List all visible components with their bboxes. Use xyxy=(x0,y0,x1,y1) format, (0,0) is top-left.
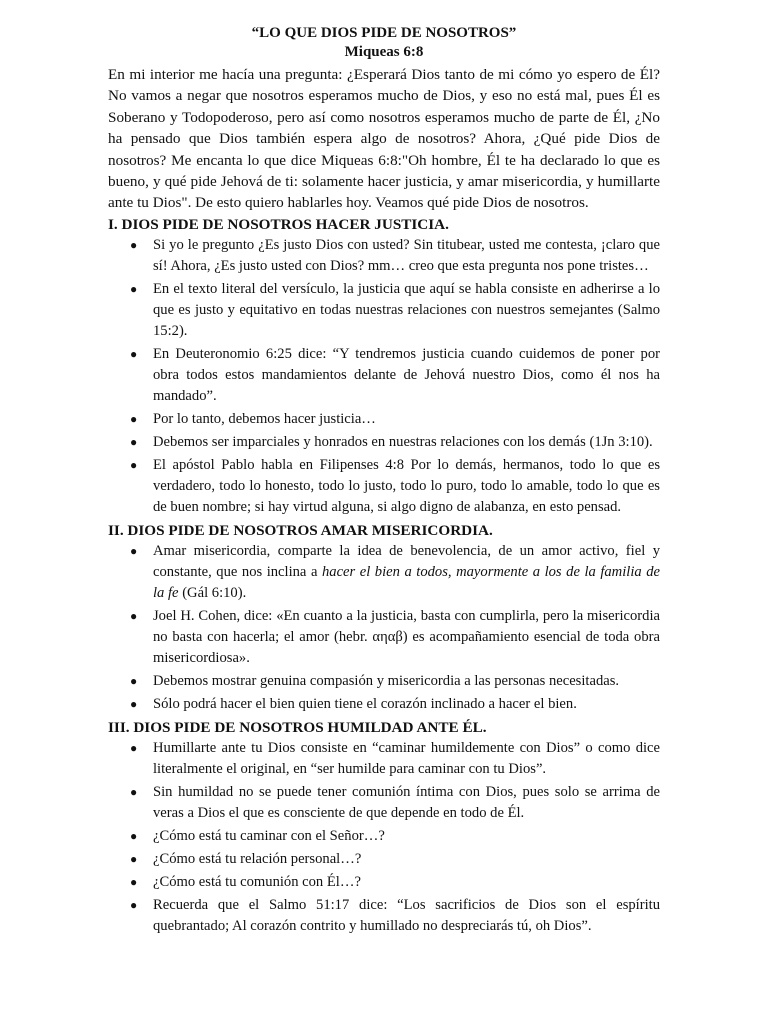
bullet-icon: ● xyxy=(130,346,138,361)
list-item xyxy=(108,541,660,604)
list-item-text: Recuerda que el Salmo 51:17 dice: “Los sacrificios de Dios son el espíritu quebrantado; Al corazón contrito y humillado no despreciarás tú, oh Dios”. xyxy=(153,896,660,934)
bullet-icon: ● xyxy=(130,411,138,426)
intro-paragraph: En mi interior me hacía una pregunta: ¿Esperará Dios tanto de mi cómo yo espero de Él? No vamos a negar que nosotros esperamos mucho de Dios, y eso no está mal, pues Él es Soberano y Todopoderoso, pero así como nosotros esperamos mucho de parte de Él, ¿No ha pensado que Dios también espera algo de nosotros? Ahora, ¿Qué pide Dios de nosotros? Me encanta lo que dice Miqueas 6:8:"Oh hombre, Él te ha declarado lo que es bueno, y qué pide Jehová de ti: solamente hacer justicia, y amar misericordia, y humillarte ante tu Dios". De esto quiero hablarles hoy. Veamos qué pide Dios de nosotros. xyxy=(108,66,660,212)
list-item-text: Sólo podrá hacer el bien quien tiene el corazón inclinado a hacer el bien. xyxy=(153,695,577,712)
list-item xyxy=(108,694,660,715)
list-item-text: ¿Cómo está tu comunión con Él…? xyxy=(153,873,361,890)
section-heading: I. DIOS PIDE DE NOSOTROS HACER JUSTICIA. xyxy=(108,215,449,233)
bullet-icon: ● xyxy=(130,828,138,843)
bullet-icon: ● xyxy=(130,874,138,889)
bullet-icon: ● xyxy=(130,851,138,866)
bullet-icon: ● xyxy=(130,281,138,296)
list-item-text: (Gál 6:10). xyxy=(178,584,247,601)
list-item-text: Sin humildad no se puede tener comunión íntima con Dios, pues solo se arrima de veras a Dios el que es consciente de que depende en todo de Él. xyxy=(153,783,660,821)
list-item xyxy=(108,738,660,780)
list-item-text: Si yo le pregunto ¿Es justo Dios con usted? Sin titubear, usted me contesta, ¡claro que sí! Ahora, ¿Es justo usted con Dios? mm… creo que esta pregunta nos pone tristes… xyxy=(153,236,660,274)
list-item xyxy=(108,455,660,518)
bullet-icon: ● xyxy=(130,457,138,472)
list-item xyxy=(108,849,660,870)
list-item xyxy=(108,782,660,824)
list-item xyxy=(108,826,660,847)
list-item xyxy=(108,344,660,407)
list-item xyxy=(108,432,660,453)
list-item-text: En Deuteronomio 6:25 dice: “Y tendremos justicia cuando cuidemos de poner por obra todos estos mandamientos delante de Jehová nuestro Dios, como él nos ha mandado”. xyxy=(153,345,660,404)
list-item xyxy=(108,606,660,669)
list-item-text: ¿Cómo está tu relación personal…? xyxy=(153,850,362,867)
section-heading: II. DIOS PIDE DE NOSOTROS AMAR MISERICORDIA. xyxy=(108,521,493,539)
list-item-italic-text: hacer el bien a todos, mayormente a los de la familia de la fe xyxy=(153,563,660,601)
list-item-text: Por lo tanto, debemos hacer justicia… xyxy=(153,410,376,427)
sections-container xyxy=(108,214,660,937)
list-item xyxy=(108,235,660,277)
list-item-text: Joel H. Cohen, dice: «En cuanto a la justicia, basta con cumplirla, pero la misericordia no basta con hacerla; el amor (hebr. αηαβ) es acompañamiento esencial de toda obra misericordiosa». xyxy=(153,607,660,666)
list-item xyxy=(108,872,660,893)
bullet-list xyxy=(108,738,660,937)
bullet-icon: ● xyxy=(130,897,138,912)
list-item-text: Amar misericordia, comparte la idea de benevolencia, de un amor activo, fiel y constante, que nos inclina a xyxy=(153,542,660,580)
list-item xyxy=(108,895,660,937)
document-subtitle: Miqueas 6:8 xyxy=(344,44,424,60)
section-heading: III. DIOS PIDE DE NOSOTROS HUMILDAD ANTE ÉL. xyxy=(108,718,487,736)
list-item-text: Debemos ser imparciales y honrados en nuestras relaciones con los demás (1Jn 3:10). xyxy=(153,433,653,450)
list-item-text: Humillarte ante tu Dios consiste en “caminar humildemente con Dios” o como dice literalmente el original, en “ser humilde para caminar con tu Dios”. xyxy=(153,739,660,777)
bullet-icon: ● xyxy=(130,673,138,688)
list-item xyxy=(108,409,660,430)
bullet-icon: ● xyxy=(130,696,138,711)
bullet-icon: ● xyxy=(130,784,138,799)
bullet-icon: ● xyxy=(130,740,138,755)
list-item-text: ¿Cómo está tu caminar con el Señor…? xyxy=(153,827,385,844)
bullet-list xyxy=(108,541,660,715)
list-item-text: Debemos mostrar genuina compasión y misericordia a las personas necesitadas. xyxy=(153,672,620,689)
list-item xyxy=(108,279,660,342)
bullet-icon: ● xyxy=(130,608,138,623)
bullet-icon: ● xyxy=(130,543,138,558)
document-title: “LO QUE DIOS PIDE DE NOSOTROS” xyxy=(251,25,517,41)
list-item-text: En el texto literal del versículo, la justicia que aquí se habla consiste en adherirse a lo que es justo y equitativo en todas nuestras relaciones con nuestros semejantes (Salmo 15:2). xyxy=(153,280,660,339)
list-item xyxy=(108,671,660,692)
list-item-text: El apóstol Pablo habla en Filipenses 4:8 Por lo demás, hermanos, todo lo que es verdadero, todo lo honesto, todo lo justo, todo lo puro, todo lo amable, todo lo que es de buen nombre; si hay virtud alguna, si algo digno de alabanza, en esto pensad. xyxy=(153,456,660,515)
bullet-icon: ● xyxy=(130,434,138,449)
bullet-icon: ● xyxy=(130,237,138,252)
bullet-list xyxy=(108,235,660,518)
